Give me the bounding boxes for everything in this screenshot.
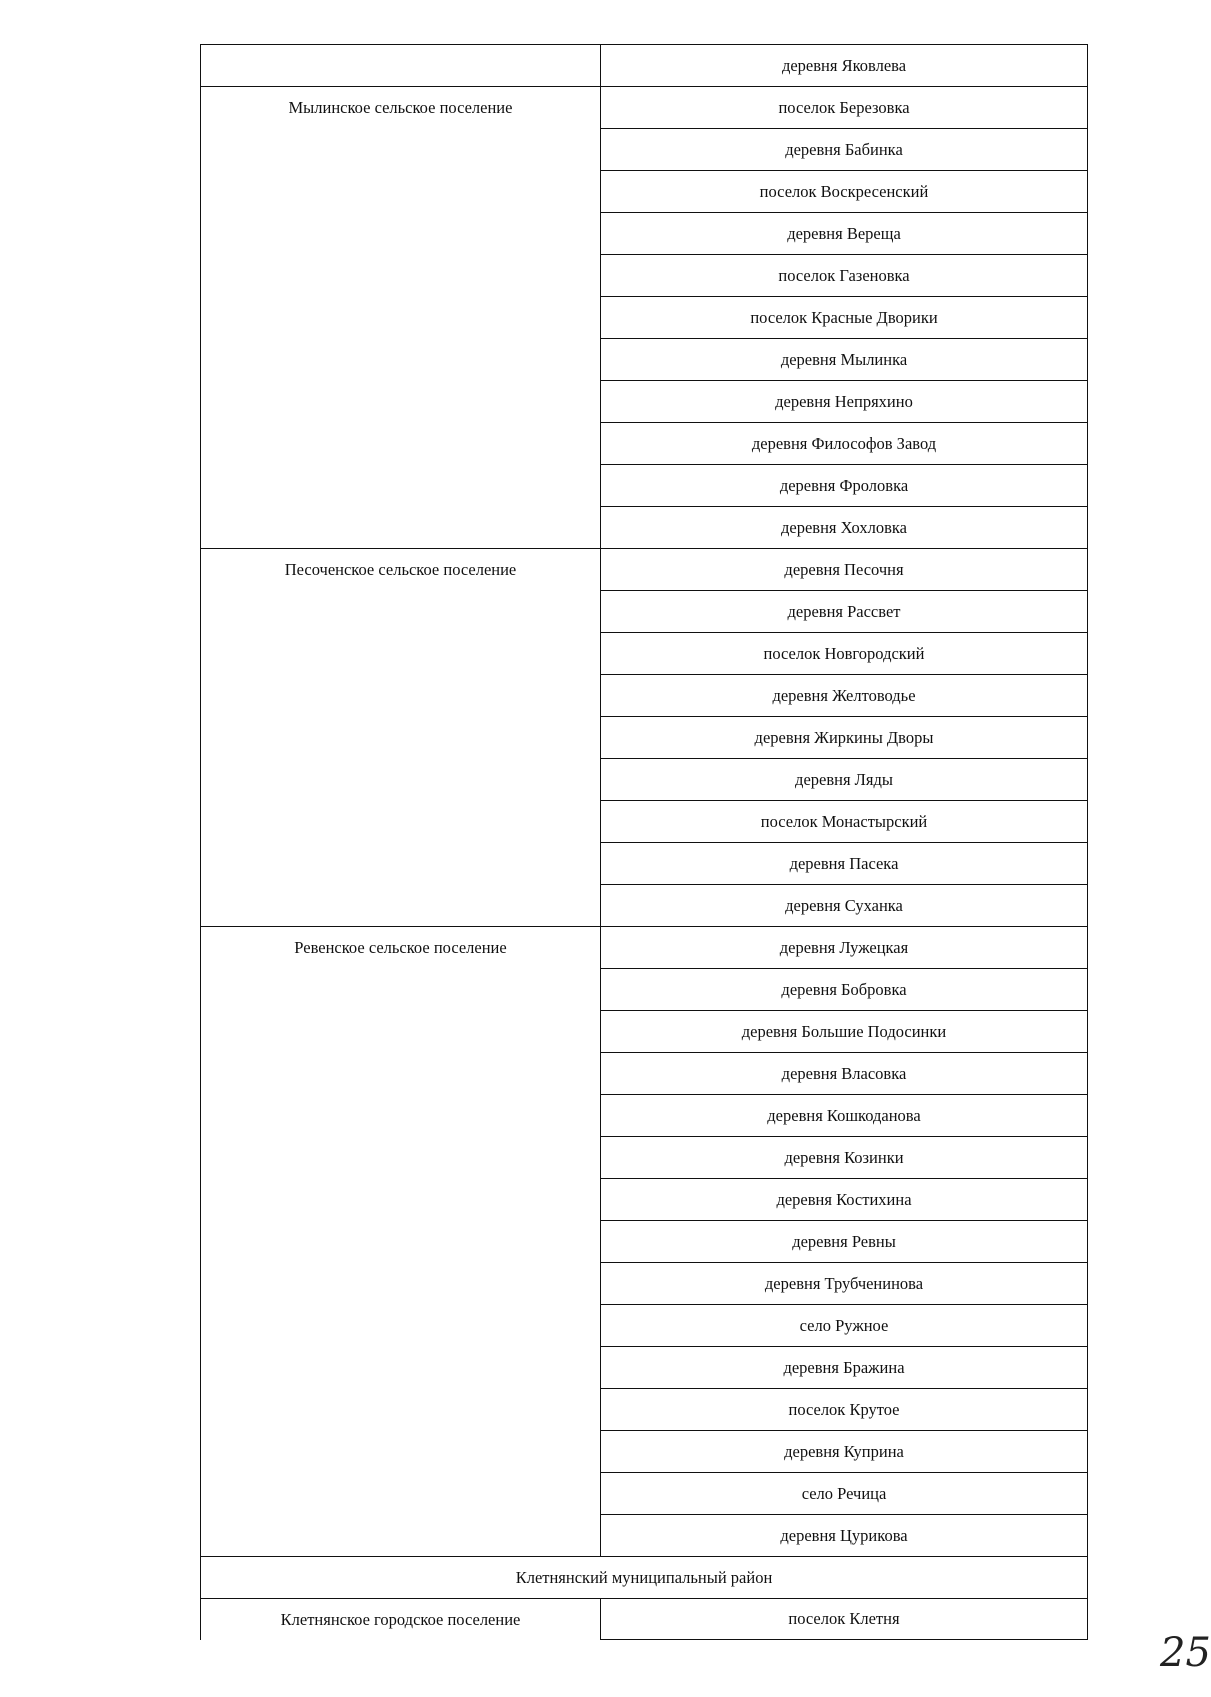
locality-cell: деревня Костихина [601, 1179, 1088, 1221]
locality-cell: деревня Непряхино [601, 381, 1088, 423]
table-row [201, 87, 1088, 129]
locality-cell: деревня Куприна [601, 1431, 1088, 1473]
locality-cell: деревня Желтоводье [601, 675, 1088, 717]
locality-cell: деревня Бабинка [601, 129, 1088, 171]
locality-cell: деревня Рассвет [601, 591, 1088, 633]
locality-cell: деревня Трубченинова [601, 1263, 1088, 1305]
locality-cell: поселок Крутое [601, 1389, 1088, 1431]
locality-cell: деревня Козинки [601, 1137, 1088, 1179]
locality-cell: поселок Воскресенский [601, 171, 1088, 213]
locality-cell: деревня Власовка [601, 1053, 1088, 1095]
locality-cell: деревня Жиркины Дворы [601, 717, 1088, 759]
locality-cell: деревня Ляды [601, 759, 1088, 801]
locality-cell: деревня Философов Завод [601, 423, 1088, 465]
district-header: Клетнянский муниципальный район [201, 1557, 1088, 1599]
locality-cell: поселок Монастырский [601, 801, 1088, 843]
locality-cell: деревня Вереща [601, 213, 1088, 255]
locality-cell: деревня Мылинка [601, 339, 1088, 381]
locality-cell: деревня Бражина [601, 1347, 1088, 1389]
locality-cell: поселок Газеновка [601, 255, 1088, 297]
locality-cell: деревня Ревны [601, 1221, 1088, 1263]
locality-cell: село Ружное [601, 1305, 1088, 1347]
locality-cell: село Речица [601, 1473, 1088, 1515]
locality-cell: деревня Лужецкая [601, 927, 1088, 969]
settlement-cell [201, 927, 601, 1557]
table-body [201, 45, 1088, 1640]
locality-cell: деревня Хохловка [601, 507, 1088, 549]
settlement-cell [201, 87, 601, 549]
locality-cell: деревня Кошкоданова [601, 1095, 1088, 1137]
locality-cell: деревня Бобровка [601, 969, 1088, 1011]
locality-cell: поселок Березовка [601, 87, 1088, 129]
settlement-name: Ревенское сельское поселение [294, 938, 507, 957]
settlement-name: Мылинское сельское поселение [288, 98, 513, 117]
locality-cell: деревня Цурикова [601, 1515, 1088, 1557]
page-number: 25 [1160, 1630, 1211, 1676]
settlement-cell [201, 1599, 601, 1640]
table-row [201, 927, 1088, 969]
locality-cell: деревня Яковлева [601, 45, 1088, 87]
table-row [201, 549, 1088, 591]
settlement-cell [201, 45, 601, 87]
locality-cell: поселок Красные Дворики [601, 297, 1088, 339]
locality-cell: деревня Пасека [601, 843, 1088, 885]
table-row [201, 1599, 1088, 1640]
locality-cell: деревня Большие Подосинки [601, 1011, 1088, 1053]
table-row [201, 45, 1088, 87]
locality-cell: деревня Фроловка [601, 465, 1088, 507]
settlement-name: Клетнянское городское поселение [280, 1610, 521, 1629]
settlement-name: Песоченское сельское поселение [284, 560, 517, 579]
locality-cell: поселок Новгородский [601, 633, 1088, 675]
district-row [201, 1557, 1088, 1599]
locality-cell: деревня Суханка [601, 885, 1088, 927]
settlement-cell [201, 549, 601, 927]
settlements-table [200, 44, 1088, 1640]
locality-cell: деревня Песочня [601, 549, 1088, 591]
locality-cell: поселок Клетня [601, 1599, 1088, 1640]
